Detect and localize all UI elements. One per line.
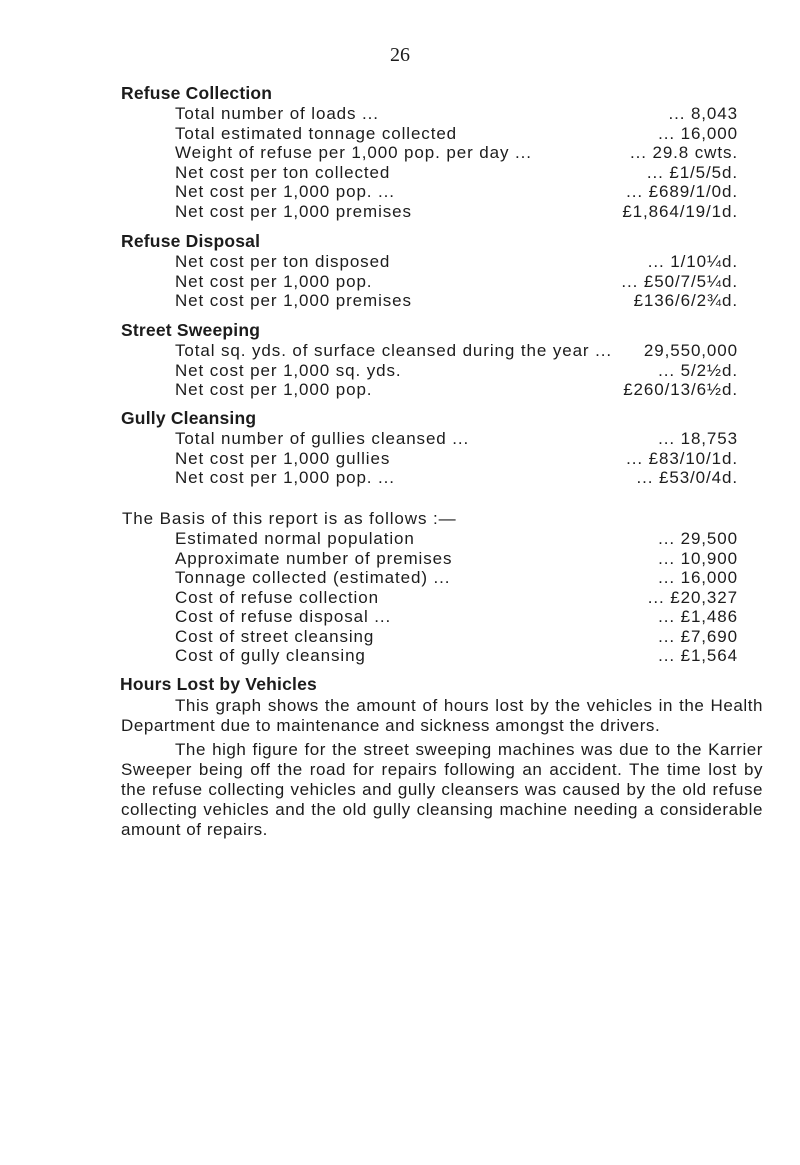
row-label: Net cost per 1,000 premises	[175, 291, 412, 310]
row-label: Net cost per 1,000 pop. ...	[175, 182, 395, 201]
table-row	[121, 202, 761, 222]
table-row	[121, 272, 761, 292]
gully-cleansing-heading: Gully Cleansing	[121, 408, 257, 428]
row-value: ... £689/1/0d.	[626, 182, 738, 201]
hours-lost-paragraph-2: The high figure for the street sweeping machines was due to the Karrier Sweeper being off the road for repairs following an accident. The time lost by the refuse collecting vehicles and gully cleansers was caused by the old refuse collecting vehicles and the old gully cleansing machine needing a considerable amount of repairs.	[121, 740, 763, 839]
gully-cleansing-section	[121, 407, 761, 488]
page-number: 26	[390, 44, 410, 66]
row-value: ... £53/0/4d.	[636, 468, 738, 487]
row-label: Tonnage collected (estimated) ...	[175, 568, 451, 587]
table-row	[121, 124, 761, 144]
basis-section	[121, 508, 761, 666]
row-label: Total estimated tonnage collected	[175, 123, 458, 143]
row-value: ... 29.8 cwts.	[629, 143, 738, 162]
row-value: 29,550,000	[643, 341, 738, 360]
row-label: Net cost per ton collected	[175, 162, 391, 182]
hours-lost-paragraph-1: This graph shows the amount of hours lost by the vehicles in the Health Department due to maintenance and sickness amongst the drivers.	[121, 696, 763, 735]
row-value: ... £1,564	[658, 646, 738, 665]
table-row	[121, 380, 761, 400]
table-row	[121, 252, 761, 272]
table-row	[121, 104, 761, 124]
row-value: ... 18,753	[658, 429, 738, 448]
row-value: ... £83/10/1d.	[626, 448, 738, 468]
row-label: Net cost per 1,000 pop.	[175, 380, 373, 399]
row-label: Net cost per 1,000 sq. yds.	[175, 360, 402, 380]
row-label: Total number of loads ...	[175, 104, 379, 123]
table-row	[121, 468, 761, 488]
table-row	[121, 529, 761, 549]
row-value: ... £1,486	[658, 607, 738, 626]
table-row	[121, 143, 761, 163]
table-row	[121, 182, 761, 202]
row-value: ... 29,500	[658, 529, 738, 548]
row-value: ... 10,900	[658, 548, 738, 568]
row-value: £260/13/6½d.	[623, 380, 738, 399]
row-value: ... £20,327	[647, 587, 738, 607]
row-value: ... 1/10¼d.	[647, 252, 738, 271]
table-row	[121, 627, 761, 647]
row-label: Net cost per 1,000 pop.	[175, 271, 373, 291]
table-row	[121, 429, 761, 449]
row-label: Estimated normal population	[175, 529, 415, 548]
row-value: ... £50/7/5¼d.	[621, 271, 738, 291]
refuse-disposal-section	[121, 230, 761, 311]
row-value: £1,864/19/1d.	[622, 201, 738, 221]
row-label: Cost of refuse disposal ...	[175, 607, 392, 626]
hours-lost-heading: Hours Lost by Vehicles	[120, 674, 317, 694]
refuse-collection-heading: Refuse Collection	[121, 83, 273, 103]
row-label: Cost of gully cleansing	[175, 646, 366, 665]
table-row	[121, 568, 761, 588]
table-row	[121, 291, 761, 311]
row-value: £136/6/2¾d.	[633, 291, 738, 310]
table-row	[121, 549, 761, 569]
row-label: Cost of street cleansing	[175, 626, 375, 646]
row-label: Total sq. yds. of surface cleansed during the year ...	[175, 341, 612, 360]
hours-lost-section	[121, 673, 763, 844]
row-value: ... £7,690	[658, 626, 738, 646]
row-label: Total number of gullies cleansed ...	[175, 429, 470, 448]
table-row	[121, 588, 761, 608]
row-label: Net cost per 1,000 pop. ...	[175, 468, 395, 487]
refuse-collection-section	[121, 82, 761, 221]
row-label: Approximate number of premises	[175, 548, 453, 568]
table-row	[121, 449, 761, 469]
table-row	[121, 607, 761, 627]
street-sweeping-section	[121, 319, 761, 400]
table-row	[121, 341, 761, 361]
row-value: ... 16,000	[658, 123, 738, 143]
row-label: Weight of refuse per 1,000 pop. per day ...	[175, 143, 532, 162]
row-label: Net cost per ton disposed	[175, 252, 391, 271]
table-row	[121, 646, 761, 666]
basis-intro: The Basis of this report is as follows :—	[122, 509, 457, 528]
row-label: Net cost per 1,000 gullies	[175, 448, 391, 468]
table-row	[121, 163, 761, 183]
table-row	[121, 361, 761, 381]
row-value: ... 16,000	[658, 568, 738, 587]
row-label: Cost of refuse collection	[175, 587, 379, 607]
street-sweeping-heading: Street Sweeping	[121, 320, 261, 340]
row-value: ... £1/5/5d.	[646, 162, 738, 182]
refuse-disposal-heading: Refuse Disposal	[121, 231, 261, 251]
row-value: ... 8,043	[668, 104, 738, 123]
row-value: ... 5/2½d.	[658, 360, 738, 380]
row-label: Net cost per 1,000 premises	[175, 201, 412, 221]
